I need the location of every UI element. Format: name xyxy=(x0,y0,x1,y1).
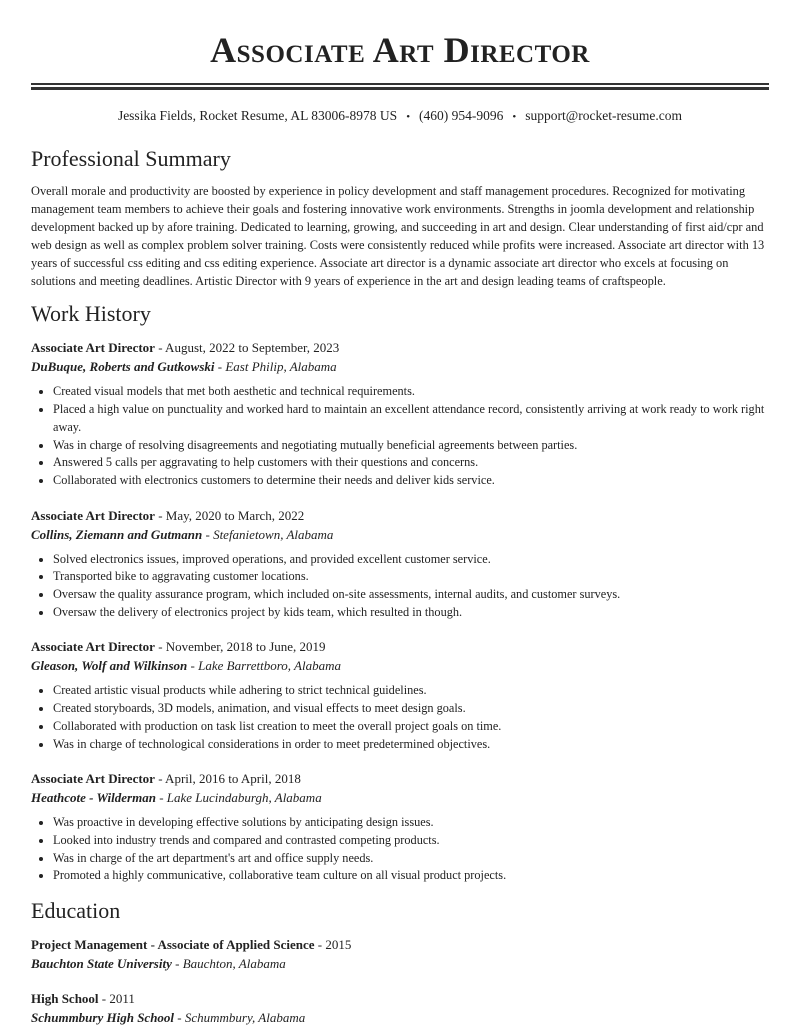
header-divider xyxy=(31,83,769,90)
degree-year: - 2015 xyxy=(314,937,352,953)
job-bullet: • Answered 5 calls per aggravating to help customers with their questions and concerns. xyxy=(53,454,769,472)
job-bullet: • Created artistic visual products while adhering to strict technical guidelines. xyxy=(53,682,769,700)
job-title: Associate Art Director xyxy=(31,771,155,787)
job-bullets xyxy=(31,814,769,885)
contact-phone: (460) 954-9096 xyxy=(419,108,504,123)
resume-name: Associate Art Director xyxy=(210,30,590,70)
job-bullets xyxy=(31,383,769,489)
employer-name: Gleason, Wolf and Wilkinson xyxy=(31,658,188,674)
degree-year: - 2011 xyxy=(98,991,135,1007)
job-bullet: • Collaborated with production on task list creation to meet the overall project goals on time. xyxy=(53,718,769,736)
job-entry xyxy=(31,769,769,885)
school-name: Schummbury High School xyxy=(31,1010,175,1026)
job-bullet: • Placed a high value on punctuality and worked hard to maintain an excellent attendance record, consistently arriving at work ready to work right away. xyxy=(53,401,769,436)
contact-separator: • xyxy=(406,111,411,123)
employer-line xyxy=(31,525,769,544)
job-title: Associate Art Director xyxy=(31,639,155,655)
employer-location: - Stefanietown, Alabama xyxy=(202,526,334,542)
degree-line xyxy=(31,935,769,954)
job-dates: - November, 2018 to June, 2019 xyxy=(154,639,326,655)
job-entry xyxy=(31,338,769,489)
contact-line xyxy=(31,107,769,126)
contact-email: support@rocket-resume.com xyxy=(525,108,683,123)
education-entry xyxy=(31,935,769,973)
school-location: - Schummbury, Alabama xyxy=(174,1010,306,1026)
job-bullet: • Was proactive in developing effective solutions by anticipating design issues. xyxy=(53,814,769,832)
school-line xyxy=(31,1008,769,1027)
employer-location: - Lake Lucindaburgh, Alabama xyxy=(155,790,322,806)
job-bullet: • Solved electronics issues, improved operations, and provided excellent customer service. xyxy=(53,551,769,569)
job-bullet: • Transported bike to aggravating customer locations. xyxy=(53,568,769,586)
summary-heading: Professional Summary xyxy=(31,146,231,171)
job-title-line xyxy=(31,338,769,357)
job-bullet: • Created storyboards, 3D models, animation, and visual effects to meet design goals. xyxy=(53,700,769,718)
employer-location: - Lake Barrettboro, Alabama xyxy=(187,658,341,674)
job-entry xyxy=(31,506,769,622)
education-entry xyxy=(31,989,769,1027)
job-title: Associate Art Director xyxy=(31,507,155,523)
employer-name: Heathcote - Wilderman xyxy=(31,790,156,806)
job-bullet: • Promoted a highly communicative, collaborative team culture on all visual product projects. xyxy=(53,867,769,885)
employer-location: - East Philip, Alabama xyxy=(214,359,337,375)
job-bullet: • Looked into industry trends and compared and contrasted competing products. xyxy=(53,832,769,850)
employer-line xyxy=(31,357,769,376)
degree-line xyxy=(31,989,769,1008)
job-bullets xyxy=(31,551,769,622)
job-bullet: • Was in charge of resolving disagreements and negotiating mutually beneficial agreements between parties. xyxy=(53,437,769,455)
job-bullets xyxy=(31,682,769,753)
education-heading: Education xyxy=(31,898,121,924)
job-bullet: • Oversaw the quality assurance program, which included on-site assessments, internal audits, and customer surveys. xyxy=(53,586,769,604)
job-dates: - May, 2020 to March, 2022 xyxy=(154,507,305,523)
job-title: Associate Art Director xyxy=(31,340,155,356)
employer-name: Collins, Ziemann and Gutmann xyxy=(31,526,203,542)
job-dates: - April, 2016 to April, 2018 xyxy=(154,771,301,787)
contact-address: Jessika Fields, Rocket Resume, AL 83006-8978 US xyxy=(117,108,398,123)
employer-line xyxy=(31,788,769,807)
work-history-heading: Work History xyxy=(31,301,151,327)
job-title-line xyxy=(31,506,769,525)
summary-text: Overall morale and productivity are boosted by experience in policy development and staff management procedures. Recognized for motivating management team members to achieve their goals and fostering innovative work environments. Strengths in joomla development and relationship development backed up by afore training. Dedicated to learning, growing, and succeeding in art and design. Clear understanding of first aid/cpr and web design as well as complex problem solver training. Costs were consistently reduced while profits were increased. Associate art director with 13 years of successful css editing and css editing experience. Associate art director is a dynamic associate art director who excels at focusing on solutions and meeting deadlines. Artistic Director with 9 years of experience in the art and design leading teams of craftspeople. xyxy=(31,184,765,288)
employer-name: DuBuque, Roberts and Gutkowski xyxy=(31,359,215,375)
job-bullet: • Created visual models that met both aesthetic and technical requirements. xyxy=(53,383,769,401)
job-bullet: • Collaborated with electronics customers to determine their needs and deliver kids service. xyxy=(53,472,769,490)
job-bullet: • Oversaw the delivery of electronics project by kids team, which resulted in though. xyxy=(53,604,769,622)
degree-name: Project Management - Associate of Applied Science xyxy=(31,937,315,953)
school-name: Bauchton State University xyxy=(31,956,172,972)
degree-name: High School xyxy=(31,991,99,1007)
employer-line xyxy=(31,656,769,675)
contact-separator: • xyxy=(512,111,517,123)
school-line xyxy=(31,954,769,973)
job-title-line xyxy=(31,769,769,788)
school-location: - Bauchton, Alabama xyxy=(171,956,286,972)
job-dates: - August, 2022 to September, 2023 xyxy=(154,340,340,356)
job-entry xyxy=(31,637,769,753)
job-bullet: • Was in charge of the art department's art and office supply needs. xyxy=(53,850,769,868)
job-title-line xyxy=(31,637,769,656)
job-bullet: • Was in charge of technological considerations in order to meet predetermined objectives. xyxy=(53,736,769,754)
